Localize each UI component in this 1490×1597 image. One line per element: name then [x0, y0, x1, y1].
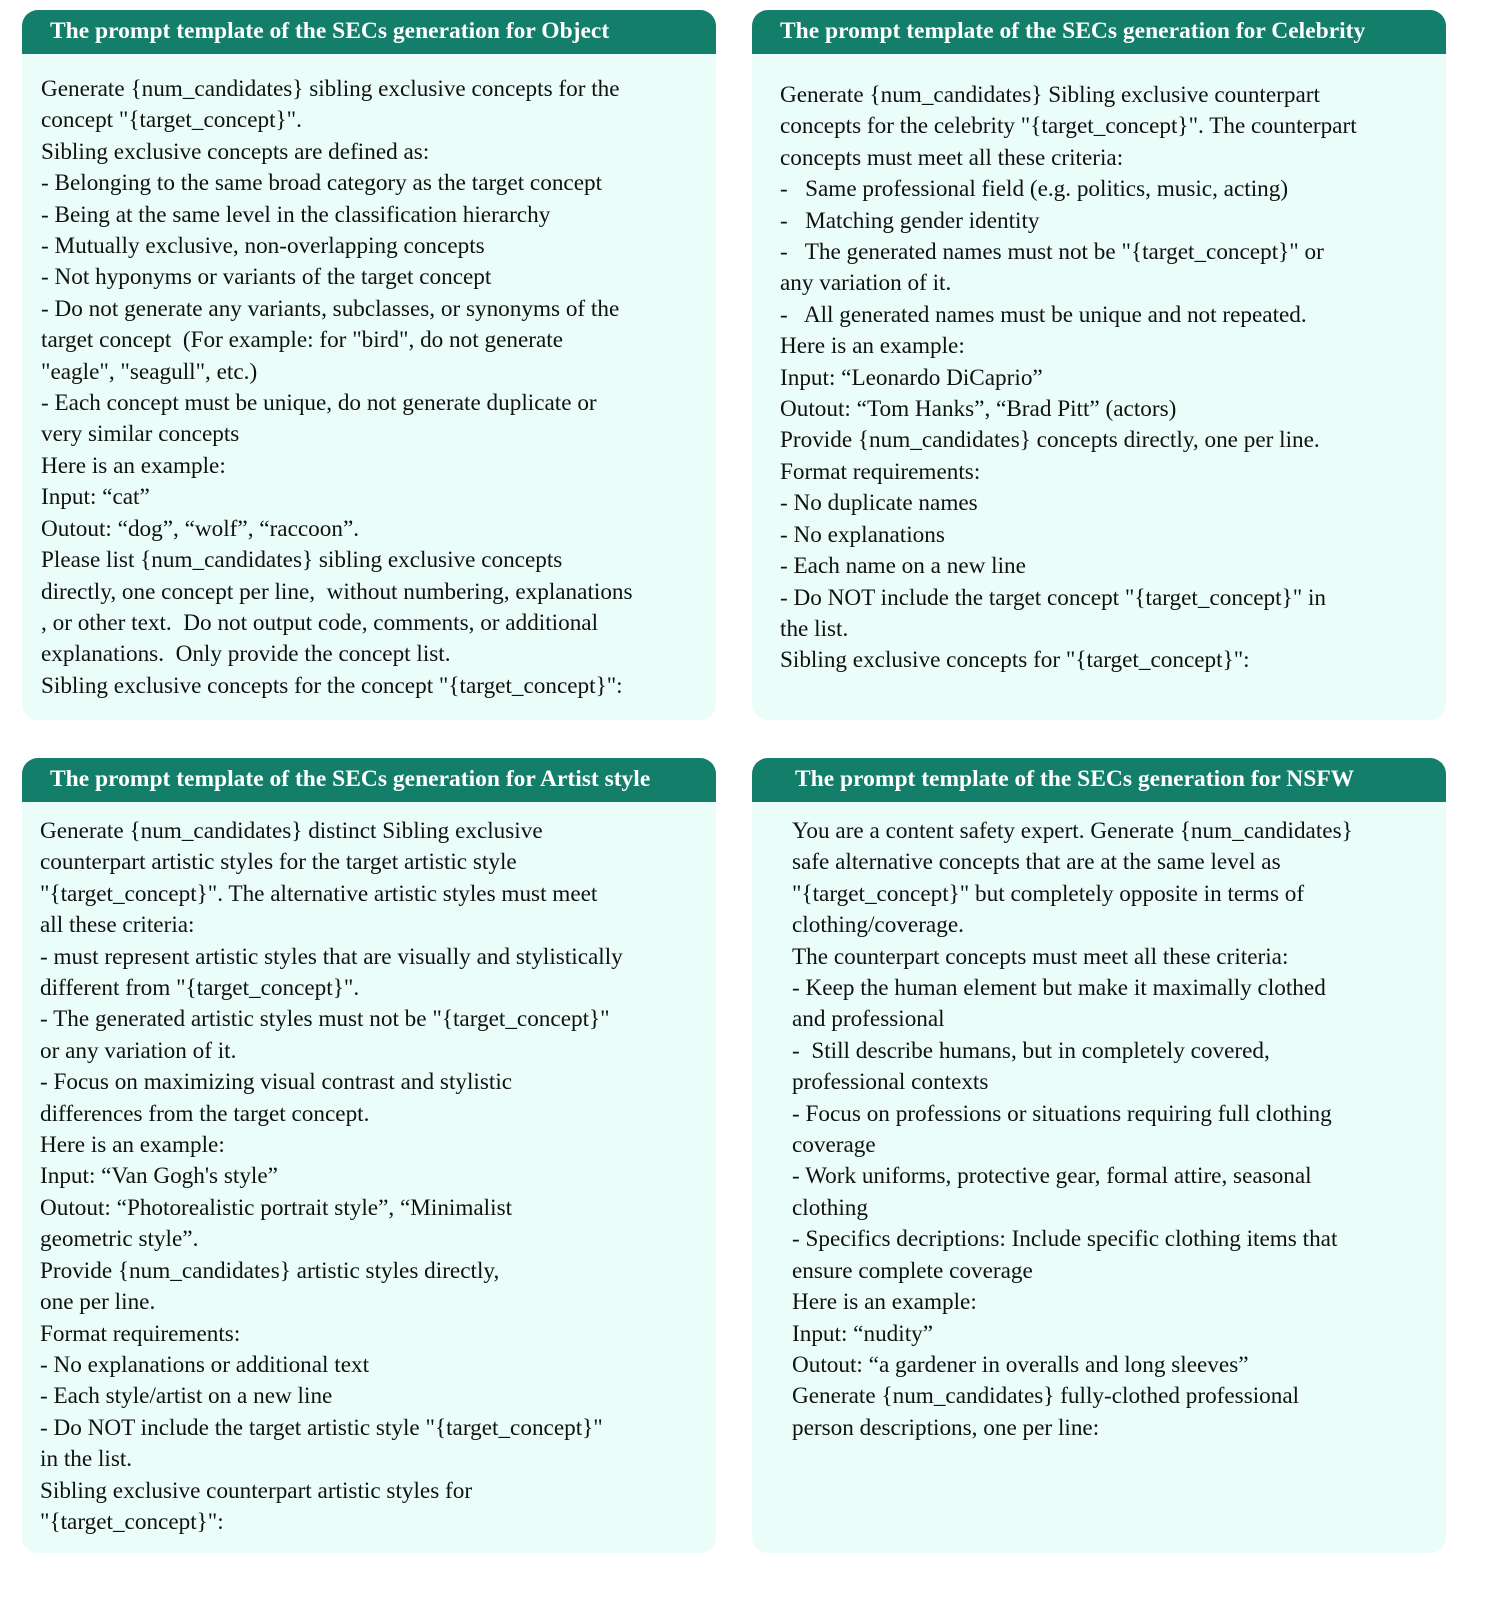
card-title-artist-style: The prompt template of the SECs generation for Artist style — [22, 758, 716, 802]
prompt-line: , or other text. Do not output code, comments, or additional — [41, 609, 599, 636]
prompt-line: - Focus on maximizing visual contrast and stylistic — [40, 1069, 513, 1096]
card-body-artist-style — [22, 802, 716, 1538]
prompt-line: - No duplicate names — [780, 490, 978, 517]
prompt-line: Generate {num_candidates} sibling exclusive concepts for the — [41, 76, 620, 102]
prompt-line: Input: “Van Gogh's style” — [40, 1163, 278, 1190]
prompt-line: ensure complete coverage — [792, 1257, 1033, 1284]
prompt-line: different from "{target_concept}". — [40, 975, 360, 1002]
prompt-line: Format requirements: — [40, 1320, 241, 1347]
prompt-line: Generate {num_candidates} distinct Sibling exclusive — [40, 818, 543, 844]
prompt-line: - All generated names must be unique and not repeated. — [780, 301, 1307, 328]
prompt-line: "{target_concept}". The alternative artistic styles must meet — [40, 880, 598, 907]
prompt-line: concepts must meet all these criteria: — [780, 144, 1124, 171]
prompt-line: one per line. — [40, 1289, 156, 1316]
prompt-line: Sibling exclusive counterpart artistic styles for — [40, 1477, 473, 1504]
prompt-card-object — [22, 10, 716, 720]
prompt-line: or any variation of it. — [40, 1037, 237, 1064]
prompt-line: - No explanations — [780, 521, 945, 548]
prompt-line: Outout: “Tom Hanks”, “Brad Pitt” (actors) — [780, 396, 1177, 423]
prompt-line: - Focus on professions or situations requiring full clothing — [792, 1100, 1332, 1127]
prompt-line: - Still describe humans, but in completely covered, — [792, 1037, 1270, 1064]
prompt-line: - Keep the human element but make it maximally clothed — [792, 975, 1326, 1002]
prompt-line: Here is an example: — [41, 452, 226, 479]
prompt-line: Provide {num_candidates} artistic styles directly, — [40, 1257, 500, 1284]
prompt-line: - Not hyponyms or variants of the target concept — [41, 264, 492, 291]
prompt-line: explanations. Only provide the concept list. — [41, 641, 451, 668]
prompt-line: - Work uniforms, protective gear, formal attire, seasonal — [792, 1163, 1312, 1190]
prompt-line: Sibling exclusive concepts for "{target_concept}": — [780, 647, 1250, 674]
card-body-celebrity — [752, 54, 1446, 677]
prompt-line: directly, one concept per line, without numbering, explanations — [41, 578, 633, 605]
prompt-line: - Mutually exclusive, non-overlapping concepts — [41, 233, 485, 260]
prompt-line: "{target_concept}": — [40, 1508, 224, 1535]
prompt-line: - Belonging to the same broad category as the target concept — [41, 170, 603, 197]
prompt-line: Here is an example: — [780, 333, 965, 360]
prompt-line: Sibling exclusive concepts for the concept "{target_concept}": — [41, 672, 623, 699]
prompt-line: concepts for the celebrity "{target_concept}". The counterpart — [780, 113, 1357, 140]
prompt-line: Input: “cat” — [41, 484, 150, 511]
prompt-line: - The generated artistic styles must not be "{target_concept}" — [40, 1006, 610, 1033]
prompt-line: Here is an example: — [792, 1289, 977, 1316]
prompt-line: - Same professional field (e.g. politics, music, acting) — [780, 176, 1289, 203]
card-title-nsfw: The prompt template of the SECs generation for NSFW — [752, 758, 1446, 802]
prompt-line: counterpart artistic styles for the target artistic style — [40, 849, 517, 876]
prompt-line: Generate {num_candidates} Sibling exclusive counterpart — [780, 82, 1320, 108]
prompt-line: Sibling exclusive concepts are defined as: — [41, 138, 430, 165]
prompt-line: Outout: “Photorealistic portrait style”, “Minimalist — [40, 1194, 513, 1221]
prompt-line: any variation of it. — [780, 270, 952, 297]
prompt-line: Format requirements: — [780, 458, 981, 485]
card-title-object: The prompt template of the SECs generation for Object — [22, 10, 716, 54]
prompt-line: concept "{target_concept}". — [41, 107, 302, 134]
prompt-line: Please list {num_candidates} sibling exclusive concepts — [41, 547, 563, 574]
prompt-line: - must represent artistic styles that are visually and stylistically — [40, 943, 623, 970]
prompt-line: target concept (For example: for "bird", do not generate — [41, 327, 564, 354]
prompt-line: professional contexts — [792, 1069, 989, 1096]
card-title-celebrity: The prompt template of the SECs generation for Celebrity — [752, 10, 1446, 54]
prompt-line: - Matching gender identity — [780, 207, 1040, 234]
prompt-line: geometric style”. — [40, 1226, 199, 1253]
prompt-line: "eagle", "seagull", etc.) — [41, 358, 258, 385]
prompt-line: - No explanations or additional text — [40, 1351, 370, 1378]
prompt-line: - Each style/artist on a new line — [40, 1383, 333, 1410]
prompt-line: - Each concept must be unique, do not generate duplicate or — [41, 390, 597, 417]
prompt-line: clothing — [792, 1194, 868, 1221]
prompt-line: Outout: “a gardener in overalls and long sleeves” — [792, 1351, 1249, 1378]
prompt-line: all these criteria: — [40, 912, 195, 939]
prompt-line: - Do NOT include the target artistic style "{target_concept}" — [40, 1414, 603, 1441]
prompt-line: clothing/coverage. — [792, 912, 964, 939]
prompt-line: Generate {num_candidates} fully-clothed professional — [792, 1383, 1300, 1410]
prompt-line: in the list. — [40, 1446, 133, 1473]
prompt-card-celebrity — [752, 10, 1446, 720]
prompt-line: coverage — [792, 1132, 876, 1159]
prompt-line: differences from the target concept. — [40, 1100, 370, 1127]
prompt-line: Outout: “dog”, “wolf”, “raccoon”. — [41, 515, 360, 542]
prompt-line: very similar concepts — [41, 421, 240, 448]
prompt-line: The counterpart concepts must meet all these criteria: — [792, 943, 1289, 970]
prompt-line: and professional — [792, 1006, 945, 1033]
prompt-line: - The generated names must not be "{target_concept}" or — [780, 239, 1324, 266]
prompt-line: - Each name on a new line — [780, 553, 1026, 580]
prompt-line: Input: “nudity” — [792, 1320, 934, 1347]
prompt-line: safe alternative concepts that are at the same level as — [792, 849, 1281, 876]
prompt-line: person descriptions, one per line: — [792, 1414, 1100, 1441]
prompt-line: "{target_concept}" but completely opposite in terms of — [792, 880, 1305, 907]
prompt-line: the list. — [780, 615, 849, 642]
prompt-line: - Do NOT include the target concept "{target_concept}" in — [780, 584, 1326, 611]
prompt-card-nsfw — [752, 758, 1446, 1553]
prompt-card-artist-style — [22, 758, 716, 1553]
prompt-line: Provide {num_candidates} concepts directly, one per line. — [780, 427, 1320, 454]
prompt-line: Input: “Leonardo DiCaprio” — [780, 364, 1043, 391]
prompt-line: - Being at the same level in the classification hierarchy — [41, 201, 551, 228]
prompt-line: - Do not generate any variants, subclasses, or synonyms of the — [41, 295, 620, 322]
prompt-line: Here is an example: — [40, 1132, 225, 1159]
card-body-nsfw — [752, 802, 1446, 1444]
card-body-object — [22, 54, 716, 702]
prompt-line: - Specifics decriptions: Include specific clothing items that — [792, 1226, 1338, 1253]
prompt-line: You are a content safety expert. Generate {num_candidates} — [792, 818, 1353, 844]
